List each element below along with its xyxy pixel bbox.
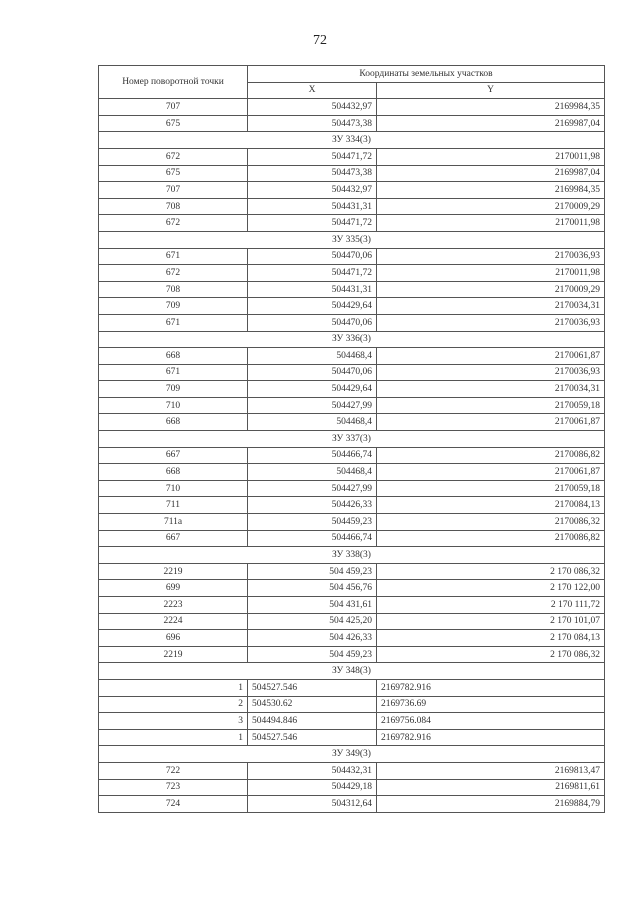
x-coordinate-cell: 504429,64 bbox=[248, 381, 377, 398]
table-row bbox=[99, 630, 605, 647]
coordinates-table bbox=[98, 65, 605, 813]
table-body bbox=[99, 99, 605, 813]
table-row bbox=[99, 447, 605, 464]
y-coordinate-cell: 2169984,35 bbox=[377, 182, 605, 199]
y-coordinate-cell: 2170011,98 bbox=[377, 215, 605, 232]
y-coordinate-cell: 2170061,87 bbox=[377, 414, 605, 431]
table-row bbox=[99, 646, 605, 663]
x-coordinate-cell: 504466,74 bbox=[248, 447, 377, 464]
table-row bbox=[99, 348, 605, 365]
table-row bbox=[99, 148, 605, 165]
y-coordinate-cell: 2170009,29 bbox=[377, 281, 605, 298]
table-row bbox=[99, 248, 605, 265]
point-number-cell: 699 bbox=[99, 580, 248, 597]
y-coordinate-cell: 2170061,87 bbox=[377, 348, 605, 365]
table-row bbox=[99, 198, 605, 215]
header-y: Y bbox=[377, 82, 605, 99]
table-row bbox=[99, 182, 605, 199]
y-coordinate-cell: 2170036,93 bbox=[377, 314, 605, 331]
table-row bbox=[99, 265, 605, 282]
y-coordinate-cell: 2170059,18 bbox=[377, 397, 605, 414]
y-coordinate-cell: 2 170 122,00 bbox=[377, 580, 605, 597]
table-row bbox=[99, 762, 605, 779]
point-number-cell: 708 bbox=[99, 281, 248, 298]
point-number-cell: 671 bbox=[99, 364, 248, 381]
section-row bbox=[99, 547, 605, 564]
x-coordinate-cell: 504429,18 bbox=[248, 779, 377, 796]
y-coordinate-cell: 2169884,79 bbox=[377, 796, 605, 813]
y-coordinate-cell: 2170034,31 bbox=[377, 298, 605, 315]
y-coordinate-cell: 2169813,47 bbox=[377, 762, 605, 779]
point-number-cell: 667 bbox=[99, 530, 248, 547]
y-coordinate-cell: 2169811,61 bbox=[377, 779, 605, 796]
x-coordinate-cell: 504494.846 bbox=[248, 713, 377, 730]
x-coordinate-cell: 504432,97 bbox=[248, 99, 377, 116]
page-number: 72 bbox=[313, 33, 327, 48]
point-number-cell: 707 bbox=[99, 99, 248, 116]
table-row bbox=[99, 679, 605, 696]
point-number-cell: 707 bbox=[99, 182, 248, 199]
point-number-cell: 2 bbox=[99, 696, 248, 713]
point-number-cell: 2219 bbox=[99, 563, 248, 580]
point-number-cell: 2219 bbox=[99, 646, 248, 663]
y-coordinate-cell: 2169987,04 bbox=[377, 165, 605, 182]
x-coordinate-cell: 504432,31 bbox=[248, 762, 377, 779]
x-coordinate-cell: 504471,72 bbox=[248, 265, 377, 282]
y-coordinate-cell: 2170086,32 bbox=[377, 514, 605, 531]
x-coordinate-cell: 504473,38 bbox=[248, 115, 377, 132]
section-title: ЗУ 349(3) bbox=[99, 746, 605, 763]
table-row bbox=[99, 713, 605, 730]
x-coordinate-cell: 504470,06 bbox=[248, 248, 377, 265]
table-row bbox=[99, 729, 605, 746]
x-coordinate-cell: 504468,4 bbox=[248, 464, 377, 481]
point-number-cell: 668 bbox=[99, 464, 248, 481]
point-number-cell: 672 bbox=[99, 265, 248, 282]
section-title: ЗУ 348(3) bbox=[99, 663, 605, 680]
table-row bbox=[99, 779, 605, 796]
x-coordinate-cell: 504 459,23 bbox=[248, 646, 377, 663]
table-row bbox=[99, 298, 605, 315]
table-row bbox=[99, 480, 605, 497]
point-number-cell: 668 bbox=[99, 414, 248, 431]
x-coordinate-cell: 504459,23 bbox=[248, 514, 377, 531]
section-row bbox=[99, 331, 605, 348]
x-coordinate-cell: 504470,06 bbox=[248, 364, 377, 381]
header-point-number: Номер поворотной точки bbox=[99, 66, 248, 99]
section-title: ЗУ 336(3) bbox=[99, 331, 605, 348]
point-number-cell: 696 bbox=[99, 630, 248, 647]
section-row bbox=[99, 431, 605, 448]
x-coordinate-cell: 504471,72 bbox=[248, 148, 377, 165]
x-coordinate-cell: 504466,74 bbox=[248, 530, 377, 547]
y-coordinate-cell: 2170011,98 bbox=[377, 148, 605, 165]
x-coordinate-cell: 504427,99 bbox=[248, 397, 377, 414]
y-coordinate-cell: 2170036,93 bbox=[377, 364, 605, 381]
x-coordinate-cell: 504 425,20 bbox=[248, 613, 377, 630]
table-row bbox=[99, 580, 605, 597]
x-coordinate-cell: 504530.62 bbox=[248, 696, 377, 713]
point-number-cell: 675 bbox=[99, 115, 248, 132]
x-coordinate-cell: 504 426,33 bbox=[248, 630, 377, 647]
table-row bbox=[99, 364, 605, 381]
point-number-cell: 2224 bbox=[99, 613, 248, 630]
table-row bbox=[99, 381, 605, 398]
x-coordinate-cell: 504432,97 bbox=[248, 182, 377, 199]
header-coordinates: Координаты земельных участков bbox=[248, 66, 605, 83]
point-number-cell: 1 bbox=[99, 729, 248, 746]
y-coordinate-cell: 2 170 111,72 bbox=[377, 597, 605, 614]
table-row bbox=[99, 115, 605, 132]
table-row bbox=[99, 165, 605, 182]
y-coordinate-cell: 2169782.916 bbox=[377, 679, 605, 696]
section-row bbox=[99, 132, 605, 149]
table-row bbox=[99, 530, 605, 547]
y-coordinate-cell: 2170061,87 bbox=[377, 464, 605, 481]
point-number-cell: 709 bbox=[99, 381, 248, 398]
table-row bbox=[99, 696, 605, 713]
point-number-cell: 710 bbox=[99, 397, 248, 414]
y-coordinate-cell: 2170086,82 bbox=[377, 530, 605, 547]
section-title: ЗУ 337(3) bbox=[99, 431, 605, 448]
y-coordinate-cell: 2170034,31 bbox=[377, 381, 605, 398]
x-coordinate-cell: 504470,06 bbox=[248, 314, 377, 331]
point-number-cell: 710 bbox=[99, 480, 248, 497]
x-coordinate-cell: 504427,99 bbox=[248, 480, 377, 497]
table-row bbox=[99, 314, 605, 331]
table-row bbox=[99, 796, 605, 813]
point-number-cell: 2223 bbox=[99, 597, 248, 614]
x-coordinate-cell: 504527.546 bbox=[248, 729, 377, 746]
x-coordinate-cell: 504471,72 bbox=[248, 215, 377, 232]
point-number-cell: 723 bbox=[99, 779, 248, 796]
y-coordinate-cell: 2 170 086,32 bbox=[377, 646, 605, 663]
x-coordinate-cell: 504431,31 bbox=[248, 281, 377, 298]
y-coordinate-cell: 2170011,98 bbox=[377, 265, 605, 282]
table-row bbox=[99, 514, 605, 531]
y-coordinate-cell: 2170059,18 bbox=[377, 480, 605, 497]
point-number-cell: 724 bbox=[99, 796, 248, 813]
point-number-cell: 711а bbox=[99, 514, 248, 531]
y-coordinate-cell: 2170084,13 bbox=[377, 497, 605, 514]
y-coordinate-cell: 2170009,29 bbox=[377, 198, 605, 215]
x-coordinate-cell: 504 431,61 bbox=[248, 597, 377, 614]
point-number-cell: 708 bbox=[99, 198, 248, 215]
table-row bbox=[99, 215, 605, 232]
section-row bbox=[99, 663, 605, 680]
y-coordinate-cell: 2169736.69 bbox=[377, 696, 605, 713]
section-title: ЗУ 335(3) bbox=[99, 231, 605, 248]
y-coordinate-cell: 2 170 086,32 bbox=[377, 563, 605, 580]
table-row bbox=[99, 613, 605, 630]
x-coordinate-cell: 504473,38 bbox=[248, 165, 377, 182]
x-coordinate-cell: 504468,4 bbox=[248, 414, 377, 431]
point-number-cell: 1 bbox=[99, 679, 248, 696]
x-coordinate-cell: 504431,31 bbox=[248, 198, 377, 215]
point-number-cell: 675 bbox=[99, 165, 248, 182]
point-number-cell: 672 bbox=[99, 215, 248, 232]
table-row bbox=[99, 464, 605, 481]
table-row bbox=[99, 563, 605, 580]
y-coordinate-cell: 2169987,04 bbox=[377, 115, 605, 132]
section-row bbox=[99, 231, 605, 248]
y-coordinate-cell: 2 170 084,13 bbox=[377, 630, 605, 647]
point-number-cell: 672 bbox=[99, 148, 248, 165]
y-coordinate-cell: 2 170 101,07 bbox=[377, 613, 605, 630]
section-title: ЗУ 338(3) bbox=[99, 547, 605, 564]
point-number-cell: 667 bbox=[99, 447, 248, 464]
table-row bbox=[99, 397, 605, 414]
point-number-cell: 671 bbox=[99, 314, 248, 331]
point-number-cell: 671 bbox=[99, 248, 248, 265]
x-coordinate-cell: 504 459,23 bbox=[248, 563, 377, 580]
table-row bbox=[99, 497, 605, 514]
point-number-cell: 709 bbox=[99, 298, 248, 315]
table-row bbox=[99, 597, 605, 614]
x-coordinate-cell: 504527.546 bbox=[248, 679, 377, 696]
x-coordinate-cell: 504 456,76 bbox=[248, 580, 377, 597]
y-coordinate-cell: 2170036,93 bbox=[377, 248, 605, 265]
table-row bbox=[99, 281, 605, 298]
y-coordinate-cell: 2169756.084 bbox=[377, 713, 605, 730]
section-title: ЗУ 334(3) bbox=[99, 132, 605, 149]
x-coordinate-cell: 504426,33 bbox=[248, 497, 377, 514]
point-number-cell: 3 bbox=[99, 713, 248, 730]
x-coordinate-cell: 504429,64 bbox=[248, 298, 377, 315]
y-coordinate-cell: 2170086,82 bbox=[377, 447, 605, 464]
table-row bbox=[99, 414, 605, 431]
point-number-cell: 722 bbox=[99, 762, 248, 779]
point-number-cell: 668 bbox=[99, 348, 248, 365]
y-coordinate-cell: 2169782.916 bbox=[377, 729, 605, 746]
x-coordinate-cell: 504468,4 bbox=[248, 348, 377, 365]
header-x: X bbox=[248, 82, 377, 99]
x-coordinate-cell: 504312,64 bbox=[248, 796, 377, 813]
table-row bbox=[99, 99, 605, 116]
y-coordinate-cell: 2169984,35 bbox=[377, 99, 605, 116]
section-row bbox=[99, 746, 605, 763]
point-number-cell: 711 bbox=[99, 497, 248, 514]
